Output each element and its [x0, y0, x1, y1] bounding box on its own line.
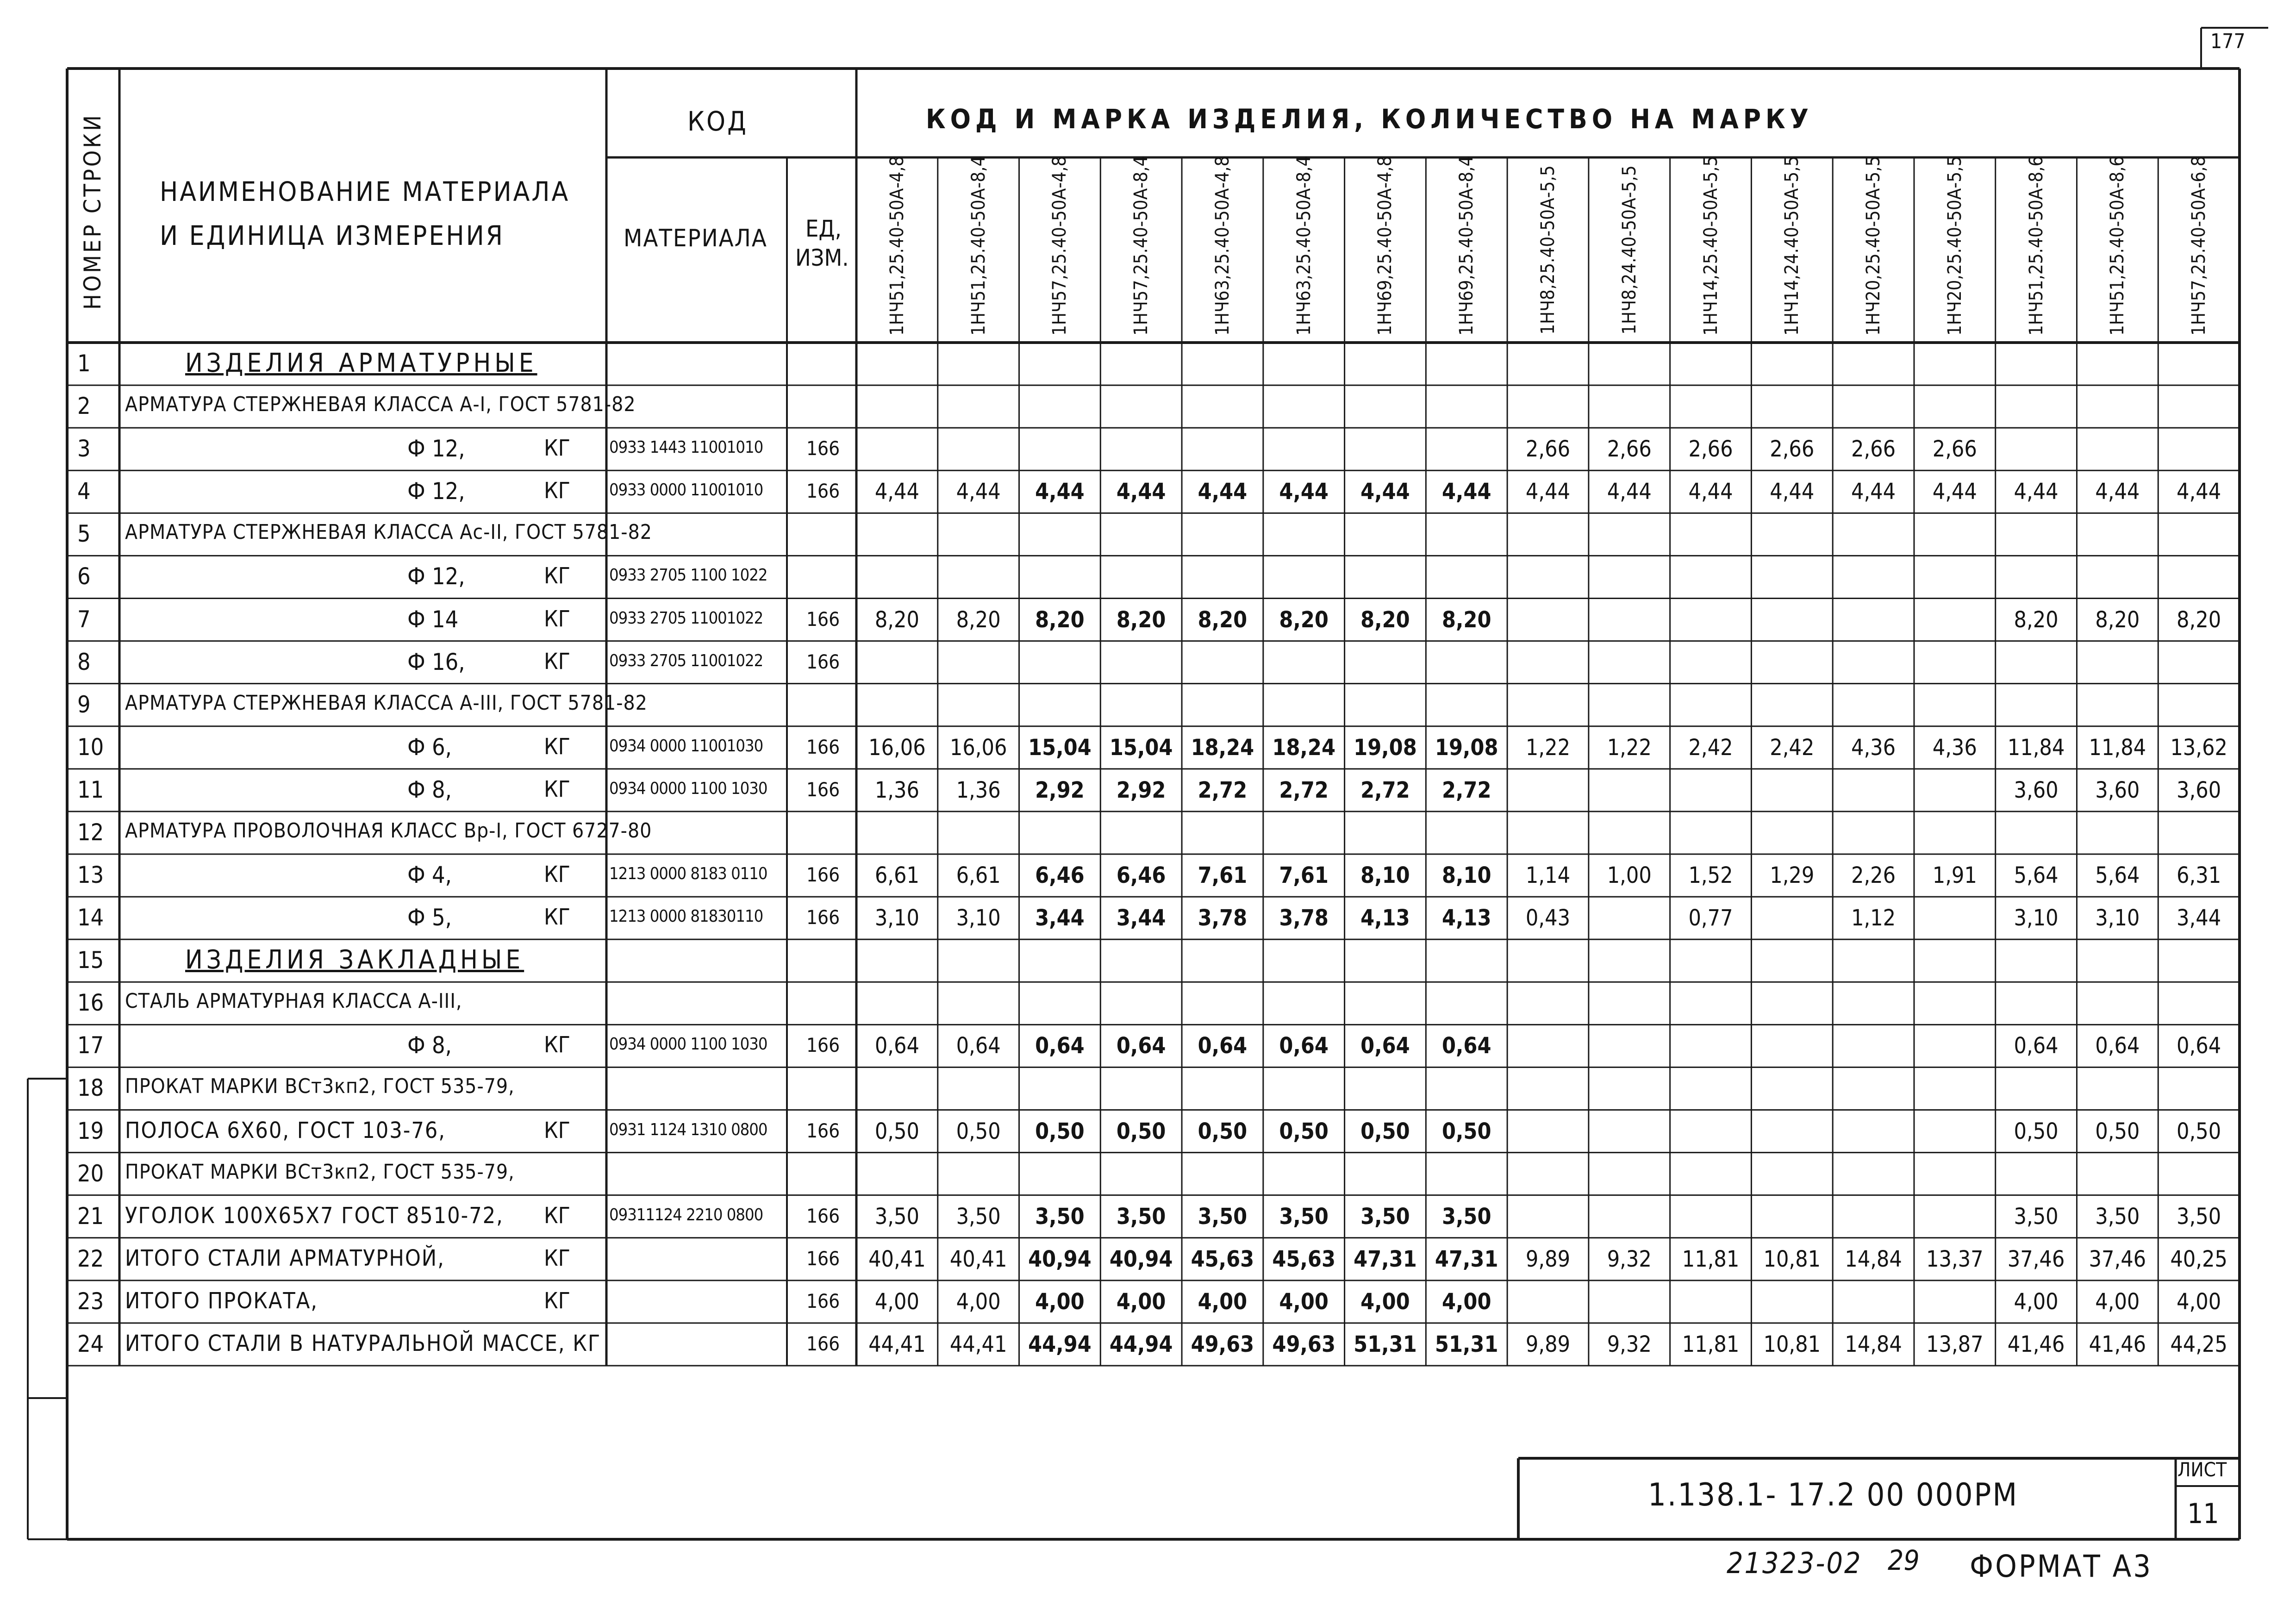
quantity-cell: 0,64 — [1279, 1033, 1329, 1059]
row-unit: КГ — [544, 904, 570, 931]
quantity-cell: 4,44 — [1770, 479, 1815, 505]
quantity-cell: 3,44 — [2177, 905, 2221, 931]
quantity-cell: 7,61 — [1279, 862, 1329, 889]
quantity-cell: 13,37 — [1926, 1246, 1984, 1272]
quantity-cell: 8,20 — [874, 606, 919, 633]
material-code: 1213 0000 8183 0110 — [609, 864, 767, 884]
format-label: ФОРМАТ А3 — [1970, 1549, 2152, 1584]
mark-header-5: 1НЧ63,25.40-50А-4,8 — [1211, 156, 1233, 336]
material-code: 0931 1124 1310 0800 — [609, 1120, 767, 1139]
row-number: 19 — [77, 1117, 104, 1144]
row-number: 4 — [77, 478, 91, 505]
quantity-cell: 1,36 — [874, 777, 919, 803]
quantity-cell: 3,50 — [1198, 1203, 1248, 1230]
quantity-cell: 4,00 — [874, 1288, 919, 1315]
mark-header-10: 1НЧ8,24.40-50А-5,5 — [1618, 165, 1640, 335]
quantity-cell: 44,94 — [1028, 1331, 1092, 1357]
quantity-cell: 0,64 — [2177, 1033, 2221, 1059]
row-name: Ф 12, — [407, 563, 465, 590]
quantity-cell: 47,31 — [1354, 1246, 1417, 1272]
row-number: 7 — [77, 606, 91, 633]
quantity-cell: 3,44 — [1116, 905, 1166, 931]
header-row-number: НОМЕР СТРОКИ — [79, 113, 106, 310]
quantity-cell: 2,72 — [1279, 777, 1329, 803]
quantity-cell: 8,20 — [956, 606, 1001, 633]
quantity-cell: 0,64 — [1116, 1033, 1166, 1059]
quantity-cell: 4,00 — [2095, 1288, 2140, 1315]
header-code: КОД — [687, 106, 748, 137]
quantity-cell: 3,10 — [956, 905, 1001, 931]
quantity-cell: 41,46 — [2007, 1331, 2065, 1357]
group-title: АРМАТУРА СТЕРЖНЕВАЯ КЛАССА Ас-II, ГОСТ 5781-82 — [125, 520, 652, 544]
row-unit: КГ — [544, 648, 570, 675]
quantity-cell: 11,84 — [2089, 734, 2146, 761]
quantity-cell: 8,20 — [2177, 606, 2221, 633]
mark-header-12: 1НЧ14,24.40-50А-5,5 — [1781, 156, 1803, 336]
quantity-cell: 4,44 — [956, 479, 1001, 505]
row-number: 23 — [77, 1287, 104, 1315]
quantity-cell: 0,64 — [1198, 1033, 1248, 1059]
unit-code: 166 — [806, 437, 840, 460]
row-name: Ф 16, — [407, 648, 465, 675]
quantity-cell: 1,12 — [1851, 905, 1896, 931]
row-name: Ф 12, — [407, 435, 465, 462]
quantity-cell: 8,20 — [1198, 606, 1248, 633]
unit-code: 166 — [806, 1332, 840, 1355]
row-unit: КГ — [544, 1117, 570, 1143]
quantity-cell: 4,44 — [1525, 479, 1571, 505]
quantity-cell: 4,44 — [1607, 479, 1652, 505]
quantity-cell: 4,13 — [1360, 905, 1410, 931]
quantity-cell: 1,14 — [1525, 862, 1571, 889]
unit-code: 166 — [806, 906, 840, 929]
quantity-cell: 4,13 — [1441, 905, 1491, 931]
quantity-cell: 3,50 — [1279, 1203, 1329, 1230]
group-title: ПРОКАТ МАРКИ ВСт3кп2, ГОСТ 535-79, — [125, 1160, 515, 1184]
mark-header-8: 1НЧ69,25.40-50А-8,4 — [1456, 156, 1478, 336]
quantity-cell: 0,64 — [1360, 1033, 1410, 1059]
quantity-cell: 10,81 — [1763, 1331, 1821, 1357]
row-number: 11 — [77, 776, 104, 803]
quantity-cell: 44,41 — [868, 1331, 926, 1357]
quantity-cell: 4,44 — [1035, 479, 1085, 505]
quantity-cell: 3,78 — [1279, 905, 1329, 931]
quantity-cell: 4,44 — [1116, 479, 1166, 505]
mark-header-2: 1НЧ51,25.40-50А-8,4 — [967, 156, 989, 336]
quantity-cell: 8,10 — [1441, 862, 1491, 889]
quantity-cell: 14,84 — [1845, 1331, 1902, 1357]
quantity-cell: 4,44 — [1932, 479, 1977, 505]
quantity-cell: 4,44 — [2177, 479, 2221, 505]
quantity-cell: 1,29 — [1770, 862, 1815, 889]
group-title: СТАЛЬ АРМАТУРНАЯ КЛАССА А-III, — [125, 989, 462, 1013]
quantity-cell: 0,50 — [2177, 1118, 2221, 1144]
quantity-cell: 3,60 — [2177, 777, 2221, 803]
row-number: 2 — [77, 393, 91, 420]
row-name: ИТОГО ПРОКАТА, — [125, 1287, 318, 1314]
quantity-cell: 2,66 — [1932, 436, 1977, 462]
mark-header-17: 1НЧ57,25.40-50А-6,8 — [2188, 156, 2210, 336]
quantity-cell: 40,41 — [868, 1246, 926, 1272]
quantity-cell: 3,50 — [1441, 1203, 1491, 1230]
quantity-cell: 2,42 — [1770, 734, 1815, 761]
sheet-corner-number: 177 — [2210, 30, 2246, 53]
row-name: Ф 4, — [407, 862, 452, 889]
unit-code: 166 — [806, 735, 840, 758]
quantity-cell: 19,08 — [1435, 734, 1498, 761]
unit-code: 166 — [806, 480, 840, 503]
header-material-name-line2: И ЕДИНИЦА ИЗМЕРЕНИЯ — [160, 220, 505, 251]
row-unit: КГ — [544, 776, 570, 802]
material-code: 0934 0000 11001030 — [609, 736, 763, 756]
quantity-cell: 0,50 — [1116, 1118, 1166, 1144]
quantity-cell: 3,60 — [2095, 777, 2140, 803]
quantity-cell: 2,66 — [1770, 436, 1815, 462]
quantity-cell: 9,32 — [1607, 1246, 1652, 1272]
quantity-cell: 7,61 — [1198, 862, 1248, 889]
row-name: Ф 14 — [407, 606, 459, 633]
quantity-cell: 18,24 — [1191, 734, 1254, 761]
header-unit: ЕД, — [805, 215, 842, 242]
row-number: 22 — [77, 1245, 104, 1272]
row-number: 16 — [77, 989, 104, 1017]
quantity-cell: 6,61 — [956, 862, 1001, 889]
quantity-cell: 40,41 — [949, 1246, 1007, 1272]
row-unit: КГ — [544, 1032, 570, 1058]
row-number: 14 — [77, 904, 104, 931]
quantity-cell: 41,46 — [2089, 1331, 2146, 1357]
row-unit: КГ — [544, 563, 570, 589]
unit-code: 166 — [806, 1247, 840, 1270]
quantity-cell: 13,87 — [1926, 1331, 1984, 1357]
row-name: Ф 6, — [407, 733, 452, 761]
quantity-cell: 3,10 — [874, 905, 919, 931]
quantity-cell: 4,44 — [1198, 479, 1248, 505]
quantity-cell: 0,64 — [2095, 1033, 2140, 1059]
quantity-cell: 11,81 — [1682, 1331, 1740, 1357]
quantity-cell: 44,41 — [949, 1331, 1007, 1357]
material-code: 0933 2705 11001022 — [609, 651, 763, 670]
row-unit: КГ — [544, 1202, 570, 1229]
row-number: 17 — [77, 1032, 104, 1059]
quantity-cell: 0,50 — [1360, 1118, 1410, 1144]
unit-code: 166 — [806, 778, 840, 801]
quantity-cell: 5,64 — [2095, 862, 2140, 889]
unit-code: 166 — [806, 1034, 840, 1057]
header-unit-line2: ИЗМ. — [795, 244, 849, 271]
quantity-cell: 49,63 — [1191, 1331, 1254, 1357]
quantity-cell: 1,36 — [956, 777, 1001, 803]
row-unit: КГ — [544, 606, 570, 632]
mark-header-13: 1НЧ20,25.40-50А-5,5 — [1863, 156, 1884, 336]
row-number: 18 — [77, 1074, 104, 1102]
quantity-cell: 4,36 — [1851, 734, 1896, 761]
quantity-cell: 44,94 — [1109, 1331, 1173, 1357]
row-number: 8 — [77, 648, 91, 675]
quantity-cell: 2,26 — [1851, 862, 1896, 889]
quantity-cell: 8,20 — [1035, 606, 1085, 633]
quantity-cell: 37,46 — [2089, 1246, 2146, 1272]
mark-header-3: 1НЧ57,25.40-50А-4,8 — [1049, 156, 1071, 336]
quantity-cell: 1,22 — [1607, 734, 1652, 761]
material-code: 0933 2705 1100 1022 — [609, 566, 767, 585]
quantity-cell: 15,04 — [1109, 734, 1173, 761]
quantity-cell: 6,46 — [1116, 862, 1166, 889]
mark-header-14: 1НЧ20,25.40-50А-5,5 — [1944, 156, 1965, 336]
quantity-cell: 4,00 — [1360, 1288, 1410, 1315]
quantity-cell: 4,44 — [874, 479, 919, 505]
quantity-cell: 45,63 — [1272, 1246, 1335, 1272]
material-code: 0933 2705 11001022 — [609, 608, 763, 628]
unit-code: 166 — [806, 1289, 840, 1312]
row-unit: КГ — [544, 1287, 570, 1314]
quantity-cell: 3,60 — [2014, 777, 2059, 803]
row-name: Ф 5, — [407, 904, 452, 931]
quantity-cell: 2,72 — [1360, 777, 1410, 803]
header-material-name: НАИМЕНОВАНИЕ МАТЕРИАЛА — [160, 176, 570, 207]
quantity-cell: 0,50 — [2014, 1118, 2059, 1144]
quantity-cell: 37,46 — [2007, 1246, 2065, 1272]
mark-header-9: 1НЧ8,25.40-50А-5,5 — [1537, 165, 1559, 335]
quantity-cell: 3,50 — [1035, 1203, 1085, 1230]
quantity-cell: 0,50 — [874, 1118, 919, 1144]
quantity-cell: 47,31 — [1435, 1246, 1498, 1272]
material-code: 0933 0000 11001010 — [609, 481, 763, 500]
quantity-cell: 0,50 — [1198, 1118, 1248, 1144]
row-unit: КГ — [544, 862, 570, 888]
quantity-cell: 2,42 — [1688, 734, 1733, 761]
quantity-cell: 4,36 — [1932, 734, 1977, 761]
quantity-cell: 0,43 — [1525, 905, 1571, 931]
quantity-cell: 0,50 — [956, 1118, 1001, 1144]
quantity-cell: 3,50 — [1360, 1203, 1410, 1230]
quantity-cell: 1,52 — [1688, 862, 1733, 889]
quantity-cell: 8,20 — [1360, 606, 1410, 633]
quantity-cell: 3,10 — [2095, 905, 2140, 931]
sheet-number: 11 — [2187, 1498, 2219, 1530]
quantity-cell: 11,81 — [1682, 1246, 1740, 1272]
material-code: 09311124 2210 0800 — [609, 1205, 763, 1224]
row-number: 10 — [77, 733, 104, 761]
mark-header-15: 1НЧ51,25.40-50А-8,6 — [2025, 156, 2047, 336]
quantity-cell: 3,50 — [2014, 1203, 2059, 1230]
quantity-cell: 1,91 — [1932, 862, 1977, 889]
quantity-cell: 6,31 — [2177, 862, 2221, 889]
row-unit: КГ — [544, 478, 570, 504]
quantity-cell: 0,64 — [1035, 1033, 1085, 1059]
quantity-cell: 9,89 — [1525, 1331, 1571, 1357]
doc-designation: 1.138.1- 17.2 00 000РМ — [1648, 1477, 2019, 1513]
mark-header-4: 1НЧ57,25.40-50А-8,4 — [1130, 156, 1152, 336]
quantity-cell: 0,64 — [2014, 1033, 2059, 1059]
quantity-cell: 4,44 — [1279, 479, 1329, 505]
row-name: ИТОГО СТАЛИ АРМАТУРНОЙ, — [125, 1245, 445, 1271]
quantity-cell: 16,06 — [868, 734, 926, 761]
mark-header-1: 1НЧ51,25.40-50А-4,8 — [886, 156, 908, 336]
quantity-cell: 3,50 — [956, 1203, 1001, 1230]
section-title: ИЗДЕЛИЯ ЗАКЛАДНЫЕ — [185, 945, 524, 975]
header-material: МАТЕРИАЛА — [624, 225, 767, 252]
quantity-cell: 19,08 — [1354, 734, 1417, 761]
row-unit: КГ — [544, 435, 570, 462]
group-title: АРМАТУРА ПРОВОЛОЧНАЯ КЛАСС Вр-I, ГОСТ 6727-80 — [125, 818, 652, 843]
unit-code: 166 — [806, 863, 840, 887]
quantity-cell: 3,10 — [2014, 905, 2059, 931]
quantity-cell: 3,50 — [2177, 1203, 2221, 1230]
quantity-cell: 18,24 — [1272, 734, 1335, 761]
quantity-cell: 4,00 — [1116, 1288, 1166, 1315]
quantity-cell: 44,25 — [2170, 1331, 2227, 1357]
page-number: 29 — [1888, 1544, 1920, 1577]
quantity-cell: 1,00 — [1607, 862, 1652, 889]
quantity-cell: 0,50 — [1441, 1118, 1491, 1144]
unit-code: 166 — [806, 1204, 840, 1227]
quantity-cell: 0,50 — [1279, 1118, 1329, 1144]
quantity-cell: 0,64 — [956, 1033, 1001, 1059]
quantity-cell: 4,44 — [1688, 479, 1733, 505]
quantity-cell: 8,20 — [2014, 606, 2059, 633]
quantity-cell: 4,44 — [2014, 479, 2059, 505]
row-number: 24 — [77, 1330, 104, 1357]
row-number: 1 — [77, 350, 91, 377]
material-code: 0934 0000 1100 1030 — [609, 1035, 767, 1054]
quantity-cell: 0,64 — [874, 1033, 919, 1059]
quantity-cell: 40,94 — [1028, 1246, 1092, 1272]
row-unit: КГ — [544, 733, 570, 760]
quantity-cell: 2,66 — [1607, 436, 1652, 462]
quantity-cell: 0,50 — [1035, 1118, 1085, 1144]
row-number: 15 — [77, 947, 104, 974]
quantity-cell: 9,32 — [1607, 1331, 1652, 1357]
row-number: 3 — [77, 435, 91, 462]
quantity-cell: 40,94 — [1109, 1246, 1173, 1272]
quantity-cell: 4,00 — [1198, 1288, 1248, 1315]
quantity-cell: 45,63 — [1191, 1246, 1254, 1272]
group-title: АРМАТУРА СТЕРЖНЕВАЯ КЛАССА А-III, ГОСТ 5781-82 — [125, 691, 648, 715]
quantity-cell: 8,20 — [2095, 606, 2140, 633]
quantity-cell: 2,72 — [1198, 777, 1248, 803]
quantity-cell: 3,44 — [1035, 905, 1085, 931]
quantity-cell: 4,00 — [1441, 1288, 1491, 1315]
mark-header-11: 1НЧ14,25.40-50А-5,5 — [1700, 156, 1722, 336]
quantity-cell: 2,66 — [1688, 436, 1733, 462]
quantity-cell: 4,00 — [1279, 1288, 1329, 1315]
quantity-cell: 11,84 — [2007, 734, 2065, 761]
row-number: 9 — [77, 691, 91, 718]
quantity-cell: 4,00 — [1035, 1288, 1085, 1315]
row-name: Ф 8, — [407, 776, 452, 803]
mark-header-7: 1НЧ69,25.40-50А-4,8 — [1374, 156, 1396, 336]
quantity-cell: 9,89 — [1525, 1246, 1571, 1272]
mark-header-6: 1НЧ63,25.40-50А-8,4 — [1293, 156, 1315, 336]
quantity-cell: 13,62 — [2170, 734, 2227, 761]
material-code: 1213 0000 81830110 — [609, 907, 763, 926]
quantity-cell: 4,44 — [1851, 479, 1896, 505]
quantity-cell: 4,44 — [2095, 479, 2140, 505]
quantity-cell: 51,31 — [1354, 1331, 1417, 1357]
quantity-cell: 3,50 — [1116, 1203, 1166, 1230]
row-number: 21 — [77, 1202, 104, 1230]
quantity-cell: 4,44 — [1441, 479, 1491, 505]
row-name: ПОЛОСА 6Х60, ГОСТ 103-76, — [125, 1117, 446, 1143]
quantity-cell: 49,63 — [1272, 1331, 1335, 1357]
quantity-cell: 16,06 — [949, 734, 1007, 761]
quantity-cell: 8,20 — [1441, 606, 1491, 633]
row-name: Ф 8, — [407, 1032, 452, 1059]
mark-header-16: 1НЧ51,25.40-50А-8,6 — [2107, 156, 2128, 336]
row-name: УГОЛОК 100Х65Х7 ГОСТ 8510-72, — [125, 1202, 504, 1229]
quantity-cell: 14,84 — [1845, 1246, 1902, 1272]
quantity-cell: 2,72 — [1441, 777, 1491, 803]
quantity-cell: 2,66 — [1525, 436, 1571, 462]
quantity-cell: 3,78 — [1198, 905, 1248, 931]
row-number: 13 — [77, 862, 104, 889]
quantity-cell: 8,20 — [1116, 606, 1166, 633]
quantity-cell: 3,50 — [874, 1203, 919, 1230]
quantity-cell: 6,46 — [1035, 862, 1085, 889]
header-products: КОД И МАРКА ИЗДЕЛИЯ, КОЛИЧЕСТВО НА МАРКУ — [926, 103, 1813, 135]
row-number: 12 — [77, 818, 104, 846]
row-number: 20 — [77, 1160, 104, 1187]
quantity-cell: 1,22 — [1525, 734, 1571, 761]
quantity-cell: 0,50 — [2095, 1118, 2140, 1144]
quantity-cell: 3,50 — [2095, 1203, 2140, 1230]
quantity-cell: 2,66 — [1851, 436, 1896, 462]
quantity-cell: 8,10 — [1360, 862, 1410, 889]
quantity-cell: 2,92 — [1116, 777, 1166, 803]
row-unit: КГ — [544, 1245, 570, 1271]
quantity-cell: 40,25 — [2170, 1246, 2227, 1272]
quantity-cell: 4,00 — [2014, 1288, 2059, 1315]
quantity-cell: 15,04 — [1028, 734, 1092, 761]
quantity-cell: 0,77 — [1688, 905, 1733, 931]
material-code: 0934 0000 1100 1030 — [609, 779, 767, 798]
section-title: ИЗДЕЛИЯ АРМАТУРНЫЕ — [185, 348, 537, 379]
unit-code: 166 — [806, 650, 840, 673]
quantity-cell: 51,31 — [1435, 1331, 1498, 1357]
quantity-cell: 6,61 — [874, 862, 919, 889]
unit-code: 166 — [806, 607, 840, 631]
row-name: ИТОГО СТАЛИ В НАТУРАЛЬНОЙ МАССЕ, КГ — [125, 1330, 601, 1356]
sheet-label: ЛИСТ — [2177, 1458, 2227, 1481]
group-title: ПРОКАТ МАРКИ ВСт3кп2, ГОСТ 535-79, — [125, 1074, 515, 1099]
row-number: 6 — [77, 563, 91, 590]
inventory-number: 21323-02 — [1727, 1546, 1862, 1580]
quantity-cell: 4,44 — [1360, 479, 1410, 505]
quantity-cell: 10,81 — [1763, 1246, 1821, 1272]
quantity-cell: 0,64 — [1441, 1033, 1491, 1059]
quantity-cell: 5,64 — [2014, 862, 2059, 889]
unit-code: 166 — [806, 1119, 840, 1142]
group-title: АРМАТУРА СТЕРЖНЕВАЯ КЛАССА А-I, ГОСТ 5781-82 — [125, 393, 636, 417]
material-code: 0933 1443 11001010 — [609, 438, 763, 457]
quantity-cell: 2,92 — [1035, 777, 1085, 803]
row-name: Ф 12, — [407, 478, 465, 505]
quantity-cell: 4,00 — [2177, 1288, 2221, 1315]
row-number: 5 — [77, 520, 91, 548]
quantity-cell: 4,00 — [956, 1288, 1001, 1315]
quantity-cell: 8,20 — [1279, 606, 1329, 633]
